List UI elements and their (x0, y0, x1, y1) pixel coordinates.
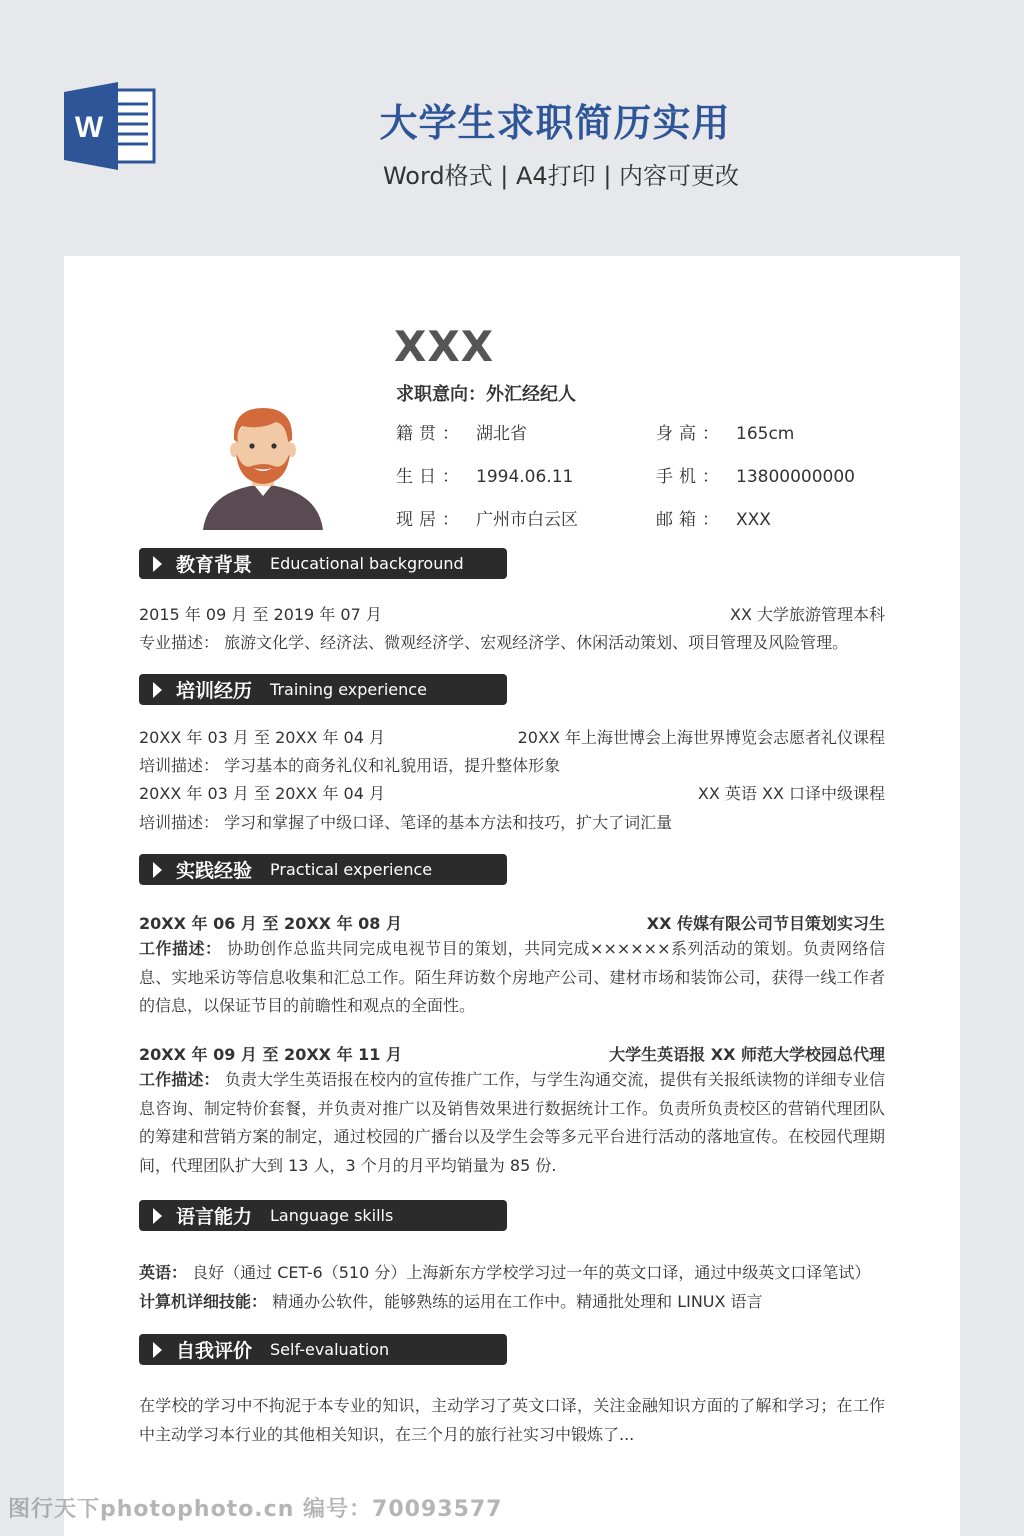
training-desc: 培训描述： 学习基本的商务礼仪和礼貌用语，提升整体形象 (139, 756, 561, 775)
practice-desc-label: 工作描述： (139, 939, 222, 958)
computer-value: 精通办公软件，能够熟练的运用在工作中。精通批处理和 LINUX 语言 (272, 1292, 763, 1311)
banner-subtitle: Word格式 | A4打印 | 内容可更改 (382, 162, 740, 190)
practice-desc-text: 负责大学生英语报在校内的宣传推广工作，与学生沟通交流，提供有关报纸读物的详细专业信息咨询、制定特价套餐，并负责对推广以及销售效果进行数据统计工作。负责所负责校区的营销代理团队的筹建和营销方案的制定，通过校园的广播台以及学生会等多元平台进行活动的落地宣传。在校园代理期间，代理团队扩大到 13 人，3 个月的月平均销量为 85 份. (139, 1070, 885, 1175)
triangle-right-icon (153, 862, 162, 878)
phone-value: 13800000000 (736, 467, 855, 487)
word-icon-letter: W (74, 111, 104, 144)
practice-desc-text: 协助创作总监共同完成电视节目的策划，共同完成××××××系列活动的策划。负责网络信息、实地采访等信息收集和汇总工作。陌生拜访数个房地产公司、建材市场和装饰公司，获得一线工作者的信息，以保证节目的前瞻性和观点的全面性。 (139, 939, 885, 1015)
triangle-right-icon (153, 682, 162, 698)
education-period: 2015 年 09 月 至 2019 年 07 月 (139, 605, 382, 624)
language-english (139, 1260, 885, 1283)
section-practice-header (139, 854, 507, 885)
training-period: 20XX 年 03 月 至 20XX 年 04 月 (139, 784, 385, 803)
info-height (656, 419, 794, 444)
training-course: XX 英语 XX 口译中级课程 (697, 784, 885, 803)
watermark: 图行天下photophoto.cn 编号：70093577 (8, 1497, 503, 1522)
section-title-en: Practical experience (270, 860, 433, 879)
residence-label: 现居： (396, 510, 465, 530)
phone-label: 手机： (656, 467, 725, 487)
height-value: 165cm (736, 424, 795, 444)
section-title-cn: 教育背景 (176, 554, 253, 576)
practice-row (139, 1042, 885, 1065)
training-course: 20XX 年上海世博会上海世界博览会志愿者礼仪课程 (517, 728, 885, 747)
triangle-right-icon (153, 1342, 162, 1358)
section-title-cn: 培训经历 (176, 680, 253, 702)
practice-period: 20XX 年 09 月 至 20XX 年 11 月 (139, 1045, 402, 1064)
education-row (139, 602, 885, 625)
section-education-header (139, 548, 507, 579)
self-eval-text: 在学校的学习中不拘泥于本专业的知识，主动学习了英文口译，关注金融知识方面的了解和学习；在工作中主动学习本行业的其他相关知识，在三个月的旅行社实习中锻炼了... (139, 1396, 885, 1444)
section-training-header (139, 674, 507, 705)
practice-period: 20XX 年 06 月 至 20XX 年 08 月 (139, 914, 402, 933)
practice-desc-label: 工作描述： (139, 1070, 220, 1089)
education-school: XX 大学旅游管理本科 (729, 605, 885, 624)
education-desc: 专业描述： 旅游文化学、经济法、微观经济学、宏观经济学、休闲活动策划、项目管理及风险管理。 (139, 633, 849, 652)
residence-value: 广州市白云区 (476, 510, 578, 530)
birthday-value: 1994.06.11 (476, 467, 574, 487)
training-row (139, 725, 885, 748)
english-value: 良好（通过 CET-6（510 分）上海新东方学校学习过一年的英文口译，通过中级英文口译笔试） (192, 1263, 871, 1282)
avatar-icon (198, 400, 328, 530)
practice-desc (139, 1066, 885, 1180)
hometown-value: 湖北省 (476, 424, 527, 444)
section-title-cn: 语言能力 (176, 1206, 253, 1228)
triangle-right-icon (153, 1208, 162, 1224)
height-label: 身高： (656, 424, 725, 444)
training-desc: 培训描述： 学习和掌握了中级口译、笔译的基本方法和技巧，扩大了词汇量 (139, 813, 673, 832)
section-title-cn: 实践经验 (176, 860, 253, 882)
section-language-header (139, 1200, 507, 1231)
hometown-label: 籍贯： (396, 424, 465, 444)
practice-role: XX 传媒有限公司节目策划实习生 (646, 914, 885, 933)
training-period: 20XX 年 03 月 至 20XX 年 04 月 (139, 728, 385, 747)
triangle-right-icon (153, 556, 162, 572)
candidate-name: XXX (394, 322, 495, 371)
info-hometown (396, 419, 527, 444)
section-title-en: Self-evaluation (270, 1340, 390, 1359)
practice-role: 大学生英语报 XX 师范大学校园总代理 (609, 1045, 885, 1064)
info-phone (656, 462, 855, 487)
info-birthday (396, 462, 573, 487)
email-label: 邮箱： (656, 510, 725, 530)
practice-desc (139, 935, 885, 1021)
birthday-label: 生日： (396, 467, 465, 487)
training-row (139, 781, 885, 804)
english-label: 英语： (139, 1263, 188, 1282)
section-self-eval-header (139, 1334, 507, 1365)
practice-row (139, 911, 885, 934)
section-title-en: Educational background (270, 554, 464, 573)
info-residence (396, 505, 578, 530)
section-title-en: Language skills (270, 1206, 394, 1225)
section-title-en: Training experience (270, 680, 427, 699)
computer-label: 计算机详细技能： (139, 1292, 268, 1311)
banner-title: 大学生求职简历实用 (379, 101, 731, 145)
info-email (656, 505, 771, 530)
job-intent: 求职意向：外汇经纪人 (396, 384, 576, 405)
section-title-cn: 自我评价 (176, 1340, 253, 1362)
language-computer (139, 1289, 885, 1312)
email-value: XXX (736, 510, 771, 530)
resume-page (64, 256, 960, 1536)
